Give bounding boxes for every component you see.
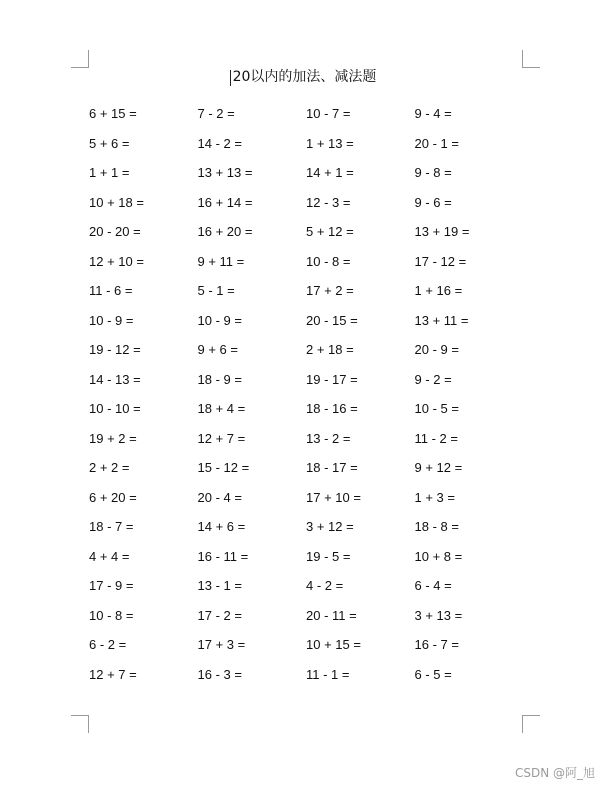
margin-mark-top-right	[522, 50, 540, 68]
problem-item[interactable]: 10 + 15 =	[306, 637, 361, 653]
problem-item[interactable]: 10 - 9 =	[197, 312, 242, 328]
problem-row	[89, 247, 529, 277]
problem-item[interactable]: 18 + 4 =	[197, 401, 246, 417]
problem-item[interactable]: 13 + 11 =	[414, 312, 469, 328]
problem-item[interactable]: 17 - 2 =	[197, 607, 242, 623]
problem-item[interactable]: 18 - 17 =	[306, 460, 358, 476]
problem-row	[89, 630, 529, 660]
problem-row	[89, 542, 529, 572]
problem-item[interactable]: 1 + 1 =	[89, 165, 130, 181]
problem-item[interactable]: 10 - 7 =	[306, 106, 351, 122]
problem-item[interactable]: 14 + 6 =	[197, 519, 246, 535]
problem-item[interactable]: 16 - 3 =	[197, 666, 242, 682]
problem-row	[89, 158, 529, 188]
problem-item[interactable]: 10 + 8 =	[414, 548, 463, 564]
problem-item[interactable]: 16 - 11 =	[197, 548, 249, 564]
problem-item[interactable]: 17 + 10 =	[306, 489, 361, 505]
problem-item[interactable]: 20 - 9 =	[414, 342, 459, 358]
problem-item[interactable]: 3 + 13 =	[414, 607, 463, 623]
problem-row	[89, 424, 529, 454]
problem-item[interactable]: 6 - 4 =	[414, 578, 452, 594]
problem-row	[89, 99, 529, 129]
problem-item[interactable]: 1 + 13 =	[306, 135, 354, 151]
problem-row	[89, 483, 529, 513]
problem-item[interactable]: 4 + 4 =	[89, 548, 130, 564]
problem-item[interactable]: 4 - 2 =	[306, 578, 344, 594]
problem-item[interactable]: 5 + 12 =	[306, 224, 354, 240]
problem-row	[89, 453, 529, 483]
problem-item[interactable]: 6 - 2 =	[89, 637, 127, 653]
problem-row	[89, 188, 529, 218]
problem-item[interactable]: 11 - 2 =	[414, 430, 458, 446]
problem-grid	[89, 99, 529, 689]
problem-item[interactable]: 1 + 16 =	[414, 283, 463, 299]
problem-item[interactable]: 14 + 1 =	[306, 165, 354, 181]
problem-row	[89, 217, 529, 247]
problem-item[interactable]: 16 + 20 =	[197, 224, 253, 240]
problem-row	[89, 512, 529, 542]
problem-item[interactable]: 7 - 2 =	[197, 106, 235, 122]
problem-item[interactable]: 20 - 1 =	[414, 135, 459, 151]
problem-item[interactable]: 6 + 15 =	[89, 106, 137, 122]
problem-item[interactable]: 17 - 12 =	[414, 253, 467, 269]
problem-item[interactable]: 18 - 8 =	[414, 519, 459, 535]
problem-item[interactable]: 9 - 2 =	[414, 371, 452, 387]
problem-item[interactable]: 9 + 11 =	[197, 253, 245, 269]
problem-item[interactable]: 9 - 6 =	[414, 194, 452, 210]
problem-item[interactable]: 12 - 3 =	[306, 194, 351, 210]
problem-item[interactable]: 20 - 15 =	[306, 312, 358, 328]
problem-item[interactable]: 15 - 12 =	[197, 460, 250, 476]
problem-item[interactable]: 13 - 2 =	[306, 430, 351, 446]
problem-item[interactable]: 13 - 1 =	[197, 578, 242, 594]
problem-row	[89, 365, 529, 395]
problem-item[interactable]: 16 - 7 =	[414, 637, 459, 653]
problem-item[interactable]: 19 - 5 =	[306, 548, 351, 564]
problem-row	[89, 660, 529, 690]
problem-item[interactable]: 13 + 19 =	[414, 224, 470, 240]
problem-item[interactable]: 5 + 6 =	[89, 135, 130, 151]
problem-item[interactable]: 5 - 1 =	[197, 283, 235, 299]
document-title[interactable]: 20以内的加法、减法题	[232, 69, 377, 85]
problem-item[interactable]: 19 - 12 =	[89, 342, 141, 358]
problem-item[interactable]: 10 - 8 =	[306, 253, 351, 269]
problem-item[interactable]: 20 - 4 =	[197, 489, 242, 505]
problem-item[interactable]: 10 - 5 =	[414, 401, 459, 417]
margin-mark-top-left	[71, 50, 89, 68]
problem-item[interactable]: 17 + 3 =	[197, 637, 246, 653]
problem-row	[89, 571, 529, 601]
problem-row	[89, 394, 529, 424]
problem-item[interactable]: 10 - 8 =	[89, 607, 134, 623]
problem-item[interactable]: 20 - 20 =	[89, 224, 141, 240]
problem-item[interactable]: 19 - 17 =	[306, 371, 358, 387]
problem-item[interactable]: 10 - 9 =	[89, 312, 134, 328]
problem-item[interactable]: 6 + 20 =	[89, 489, 137, 505]
problem-item[interactable]: 9 - 4 =	[414, 106, 452, 122]
problem-item[interactable]: 11 - 6 =	[89, 283, 133, 299]
problem-item[interactable]: 18 - 9 =	[197, 371, 242, 387]
problem-item[interactable]: 16 + 14 =	[197, 194, 253, 210]
problem-item[interactable]: 1 + 3 =	[414, 489, 455, 505]
problem-item[interactable]: 9 - 8 =	[414, 165, 452, 181]
problem-item[interactable]: 18 - 16 =	[306, 401, 358, 417]
problem-item[interactable]: 18 - 7 =	[89, 519, 134, 535]
problem-row	[89, 129, 529, 159]
problem-item[interactable]: 11 - 1 =	[306, 666, 350, 682]
problem-item[interactable]: 2 + 2 =	[89, 460, 130, 476]
problem-row	[89, 306, 529, 336]
problem-item[interactable]: 14 - 13 =	[89, 371, 141, 387]
problem-item[interactable]: 17 - 9 =	[89, 578, 134, 594]
problem-item[interactable]: 9 + 6 =	[197, 342, 238, 358]
problem-row	[89, 335, 529, 365]
problem-item[interactable]: 14 - 2 =	[197, 135, 242, 151]
problem-item[interactable]: 13 + 13 =	[197, 165, 253, 181]
problem-item[interactable]: 12 + 7 =	[197, 430, 246, 446]
problem-item[interactable]: 10 - 10 =	[89, 401, 141, 417]
problem-item[interactable]: 17 + 2 =	[306, 283, 354, 299]
problem-item[interactable]: 12 + 7 =	[89, 666, 137, 682]
problem-item[interactable]: 9 + 12 =	[414, 460, 463, 476]
problem-row	[89, 276, 529, 306]
margin-mark-bottom-left	[71, 715, 89, 733]
problem-item[interactable]: 2 + 18 =	[306, 342, 354, 358]
watermark: CSDN @阿_旭	[514, 766, 595, 780]
margin-mark-bottom-right	[522, 715, 540, 733]
problem-row	[89, 601, 529, 631]
problem-item[interactable]: 19 + 2 =	[89, 430, 137, 446]
problem-item[interactable]: 12 + 10 =	[89, 253, 144, 269]
problem-item[interactable]: 6 - 5 =	[414, 666, 452, 682]
problem-item[interactable]: 20 - 11 =	[306, 607, 357, 623]
problem-item[interactable]: 10 + 18 =	[89, 194, 144, 210]
problem-item[interactable]: 3 + 12 =	[306, 519, 354, 535]
